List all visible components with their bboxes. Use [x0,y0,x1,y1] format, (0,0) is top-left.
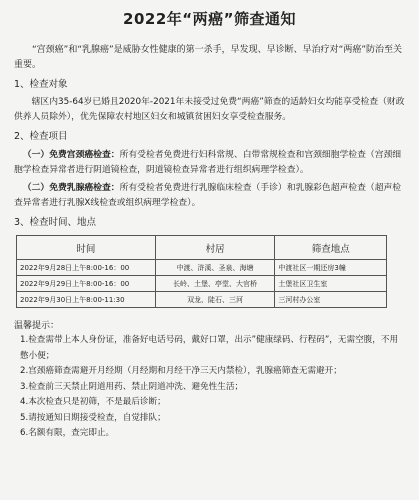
exam-item-cervical-text: 所有受检者免费进行妇科常规、白带常规检查和宫颈细胞学检查（宫颈细胞学检查异常者进行阴道镜检查，阴道镜检查异常者进行组织病理学检查）。 [14,150,402,175]
schedule-header-row [17,236,387,260]
exam-item-breast-lead: （二）免费乳腺癌检查： [22,183,120,193]
cell-village: 中渡、浒溪、圣泉、海塘 [155,260,275,276]
page-title: 2022年“两癌”筛查通知 [123,10,296,28]
schedule-table [16,235,387,308]
intro-paragraph: “宫颈癌”和“乳腺癌”是威胁女性健康的第一杀手，早发现、早诊断、早治疗对“两癌”防治至关重要。 [14,45,402,70]
column-header-time: 时间 [17,236,156,260]
cell-time: 2022年9月29日上午8:00-16：00 [17,276,156,292]
notice-item: 3.检查前三天禁止阴道用药、禁止阴道冲洗、避免性生活； [20,381,244,392]
notice-heading: 温馨提示： [14,321,60,331]
cell-location: 土堡社区卫生室 [275,276,387,292]
cell-time: 2022年9月30日上午8:00-11:30 [17,292,156,308]
table-row [17,276,387,292]
section-text-target: 辖区内35-64岁已婚且2020年-2021年未接受过免费“两癌”筛查的适龄妇女均能享受检查（财政供养人员除外），优先保障农村地区妇女和城镇贫困妇女享受检查服务。 [14,97,405,122]
cell-village: 长岭、土堡、亭堂、大官桥 [155,276,275,292]
notice-list [14,333,405,442]
exam-item-cervical [14,148,405,178]
column-header-village: 村居 [155,236,275,260]
exam-item-breast-text: 所有受检者免费进行乳腺临床检查（手诊）和乳腺彩色超声检查（超声检查异常者进行乳腺X线检查或组织病理学检查）。 [14,183,402,208]
notice-item: 6.名额有限，查完即止。 [20,428,115,438]
section-heading-items: 2、检查项目 [14,131,68,142]
exam-item-breast [14,181,405,211]
section-heading-target: 1、检查对象 [14,79,68,90]
cell-location: 中渡社区一期还房3幢 [275,260,387,276]
cell-time: 2022年9月28日上午8:00-16：00 [17,260,156,276]
notice-item: 5.请按通知日期接受检查，自觉排队； [20,412,166,423]
cell-village: 双龙、陡石、三河 [155,292,275,308]
exam-item-cervical-lead: （一）免费宫颈癌检查： [22,150,120,160]
notice-item: 2.宫颈癌筛查需避开月经期（月经期和月经干净三天内禁检），乳腺癌筛查无需避开； [20,366,342,376]
cell-location: 三河村办公室 [275,292,387,308]
section-heading-schedule: 3、检查时间、地点 [14,217,97,228]
table-row [17,260,387,276]
notice-item: 4.本次检查只是初筛，不是最后诊断； [20,397,166,407]
notice-item: 1.检查需带上本人身份证，准备好电话号码，戴好口罩，出示”健康绿码、行程码”，无需空腹，不用憋小便； [20,335,399,361]
column-header-location: 筛查地点 [275,236,387,260]
table-row [17,292,387,308]
